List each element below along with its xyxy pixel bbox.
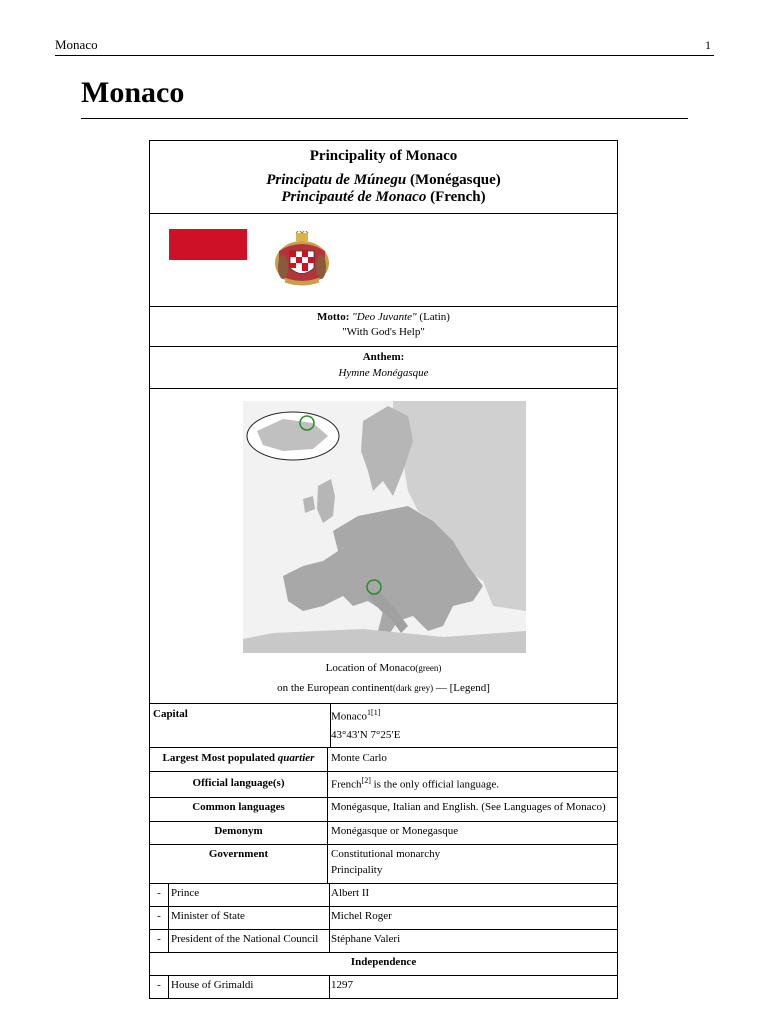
minister-dash: - — [150, 907, 169, 930]
capital-sup: 1[1] — [367, 708, 381, 717]
demonym-label: Demonym — [150, 822, 328, 845]
motto-section — [150, 306, 617, 347]
europe-map-image — [243, 401, 526, 653]
motto-translation: "With God's Help" — [342, 326, 425, 338]
native-name-1 — [150, 171, 617, 189]
page-number: 1 — [705, 38, 711, 52]
president-value: Stéphane Valeri — [331, 933, 401, 945]
prince-label: Prince — [169, 884, 330, 907]
grimaldi-label: House of Grimaldi — [169, 976, 330, 999]
demonym-row — [150, 821, 617, 845]
common-languages-value: Monégasque, Italian and English. (See Languages of Monaco) — [331, 801, 606, 813]
map-caption-2-text: on the European continent — [277, 682, 393, 694]
map-caption-1 — [150, 662, 617, 674]
infobox-name-section — [150, 141, 617, 214]
coat-of-arms-icon — [273, 231, 331, 287]
native-lang-2: (French) — [426, 189, 486, 205]
prince-dash: - — [150, 884, 169, 907]
running-header-title: Monaco — [55, 37, 98, 52]
page-title: Monaco — [81, 76, 185, 109]
infobox — [149, 140, 618, 999]
grimaldi-value: 1297 — [331, 979, 353, 991]
government-value-2: Principality — [331, 864, 383, 876]
capital-row — [150, 703, 617, 748]
largest-label-text: Largest Most populated — [162, 752, 275, 764]
official-language-name: French — [331, 778, 362, 791]
common-languages-label: Common languages — [150, 798, 328, 822]
map-caption-2-small: (dark grey) — [392, 683, 434, 693]
largest-value: Monte Carlo — [331, 752, 387, 764]
map-section — [150, 388, 617, 704]
motto-line — [150, 311, 617, 323]
anthem-section — [150, 346, 617, 389]
running-header — [55, 37, 714, 56]
map-caption-1-small: (green) — [415, 663, 442, 673]
independence-header: Independence — [150, 952, 617, 975]
official-language-row — [150, 771, 617, 798]
official-language-note: is the only official language. — [370, 778, 499, 791]
largest-label-italic: quartier — [277, 752, 315, 764]
title-rule — [81, 118, 688, 119]
government-row — [150, 844, 617, 884]
anthem-name: Hymne Monégasque — [338, 367, 429, 379]
capital-value-cell — [328, 704, 617, 748]
minister-label: Minister of State — [169, 907, 330, 930]
map-caption-2 — [150, 682, 617, 694]
grimaldi-dash: - — [150, 976, 169, 999]
minister-value: Michel Roger — [331, 910, 392, 922]
official-language-label: Official language(s) — [150, 772, 328, 798]
motto-text: "Deo Juvante" — [352, 311, 417, 323]
largest-row — [150, 747, 617, 772]
government-label: Government — [150, 845, 328, 884]
motto-label: Motto: — [317, 311, 350, 323]
official-language-sup: [2] — [361, 776, 371, 785]
largest-label — [150, 748, 328, 772]
capital-value — [331, 708, 380, 723]
prince-value: Albert II — [331, 887, 370, 899]
flag-coa-section — [150, 213, 617, 307]
conventional-name: Principality of Monaco — [309, 148, 458, 164]
demonym-value: Monégasque or Monegasque — [331, 825, 459, 837]
native-name-2 — [150, 188, 617, 206]
president-row — [150, 929, 617, 953]
native-name-2-text: Principauté de Monaco — [281, 189, 427, 205]
official-language-value — [328, 772, 617, 798]
president-dash: - — [150, 930, 169, 953]
grimaldi-row — [150, 975, 617, 999]
native-name-1-text: Principatu de Múnegu — [266, 172, 407, 188]
native-lang-1: (Monégasque) — [406, 172, 501, 188]
common-languages-row — [150, 797, 617, 822]
motto-lang: (Latin) — [416, 311, 450, 323]
president-label: President of the National Council — [169, 930, 330, 953]
capital-name: Monaco — [331, 710, 368, 723]
capital-label: Capital — [150, 704, 331, 748]
minister-row — [150, 906, 617, 930]
prince-row — [150, 883, 617, 907]
government-value-1: Constitutional monarchy — [331, 848, 441, 860]
anthem-label: Anthem: — [362, 351, 405, 363]
government-value-cell — [328, 845, 617, 884]
capital-coords: 43°43′N 7°25′E — [331, 729, 401, 741]
map-caption-2-tail: — [Legend] — [433, 682, 490, 694]
flag-image — [169, 229, 247, 275]
map-caption-1-text: Location of Monaco — [325, 662, 416, 674]
